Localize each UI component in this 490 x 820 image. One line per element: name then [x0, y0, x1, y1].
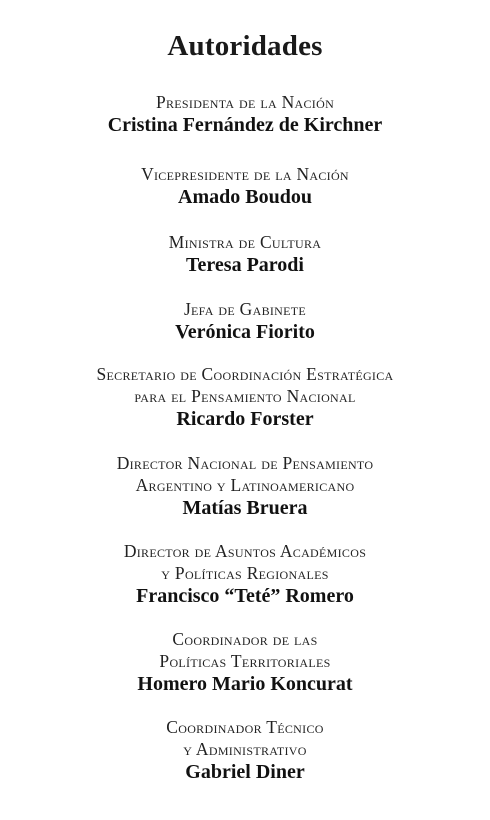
- role-title: Ministra de Cultura: [168, 232, 322, 252]
- role-title: Jefa de Gabinete: [183, 299, 307, 319]
- role-title-line-1: Director de Asuntos Académicos: [123, 541, 367, 561]
- role-title: Presidenta de la Nación: [155, 92, 335, 112]
- person-name: Cristina Fernández de Kirchner: [107, 114, 383, 136]
- authority-entry-territorial-coordinator: [0, 628, 490, 697]
- person-name: Teresa Parodi: [186, 254, 304, 276]
- role-title-line-2: y Políticas Regionales: [161, 563, 329, 583]
- person-name: Francisco “Teté” Romero: [136, 585, 354, 607]
- page-title: Autoridades: [167, 30, 323, 62]
- role-title-line-2: Argentino y Latinoamericano: [135, 475, 355, 495]
- authority-entry-technical-coordinator: [0, 716, 490, 785]
- role-title-line-2: para el Pensamiento Nacional: [134, 386, 356, 406]
- person-name: Homero Mario Koncurat: [137, 673, 353, 695]
- role-title: Vicepresidente de la Nación: [141, 164, 349, 184]
- person-name: Verónica Fiorito: [175, 321, 315, 343]
- authority-entry-president: [0, 91, 490, 138]
- role-title-line-1: Coordinador de las: [172, 629, 318, 649]
- authority-entry-academic-director: [0, 540, 490, 609]
- role-title-line-2: Políticas Territoriales: [159, 651, 331, 671]
- authority-entry-secretary: [0, 363, 490, 432]
- authority-entry-vicepresident: [0, 163, 490, 210]
- person-name: Ricardo Forster: [176, 408, 314, 430]
- role-title-line-2: y Administrativo: [183, 739, 307, 759]
- person-name: Matías Bruera: [182, 497, 308, 519]
- person-name: Amado Boudou: [178, 186, 312, 208]
- person-name: Gabriel Diner: [185, 761, 305, 783]
- authority-entry-minister: [0, 231, 490, 278]
- authority-entry-national-director: [0, 452, 490, 521]
- role-title-line-1: Coordinador Técnico: [166, 717, 324, 737]
- role-title-line-1: Secretario de Coordinación Estratégica: [96, 364, 394, 384]
- role-title-line-1: Director Nacional de Pensamiento: [116, 453, 374, 473]
- authority-entry-chief-of-staff: [0, 298, 490, 345]
